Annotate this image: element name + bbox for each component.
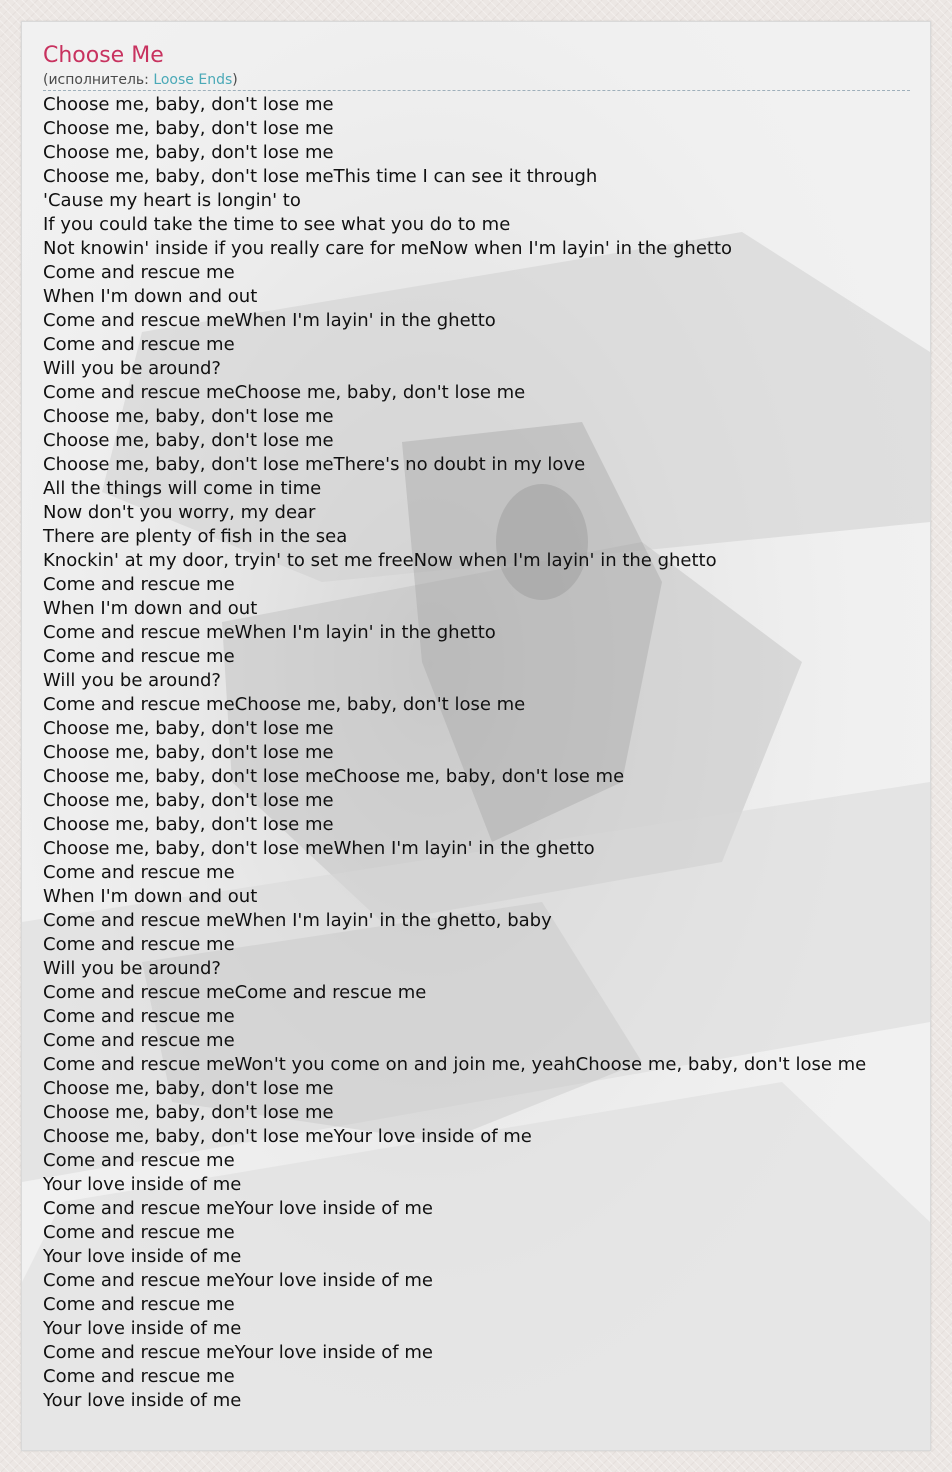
lyric-line: Come and rescue meWon't you come on and join me, yeahChoose me, baby, don't lose me [43, 1054, 867, 1075]
lyric-line: Come and rescue me [43, 934, 235, 955]
lyric-line: Come and rescue meYour love inside of me [43, 1270, 433, 1291]
lyric-line: Come and rescue meChoose me, baby, don't lose me [43, 382, 526, 403]
lyric-line: Not knowin' inside if you really care for meNow when I'm layin' in the ghetto [43, 238, 733, 259]
lyric-line: Choose me, baby, don't lose me [43, 790, 334, 811]
lyric-line: There are plenty of fish in the sea [43, 526, 348, 547]
lyric-line: 'Cause my heart is longin' to [43, 190, 301, 211]
lyric-line: Will you be around? [43, 958, 221, 979]
lyric-line: Come and rescue meYour love inside of me [43, 1198, 433, 1219]
lyric-line: Come and rescue me [43, 1006, 235, 1027]
lyric-line: Choose me, baby, don't lose meYour love inside of me [43, 1126, 532, 1147]
lyric-line: Will you be around? [43, 358, 221, 379]
lyric-line: Come and rescue me [43, 1150, 235, 1171]
lyric-line: Choose me, baby, don't lose me [43, 94, 334, 115]
lyric-line: Come and rescue me [43, 862, 235, 883]
lyric-line: Choose me, baby, don't lose me [43, 406, 334, 427]
lyric-line: When I'm down and out [43, 886, 258, 907]
lyric-line: Come and rescue meWhen I'm layin' in the ghetto [43, 622, 496, 643]
artist-prefix: (исполнитель: [43, 72, 154, 88]
lyric-line: Choose me, baby, don't lose me [43, 718, 334, 739]
lyric-line: Come and rescue me [43, 1030, 235, 1051]
lyric-line: Come and rescue me [43, 334, 235, 355]
lyric-line: Choose me, baby, don't lose me [43, 1078, 334, 1099]
lyric-line: Your love inside of me [43, 1390, 242, 1411]
lyrics-card [21, 21, 931, 1451]
lyric-line: When I'm down and out [43, 598, 258, 619]
lyric-line: Choose me, baby, don't lose me [43, 1102, 334, 1123]
lyric-line: Come and rescue me [43, 1366, 235, 1387]
lyric-line: Your love inside of me [43, 1318, 242, 1339]
lyric-line: Choose me, baby, don't lose me [43, 142, 334, 163]
song-content [43, 22, 930, 1413]
lyric-line: Choose me, baby, don't lose meWhen I'm layin' in the ghetto [43, 838, 595, 859]
lyric-line: Choose me, baby, don't lose me [43, 118, 334, 139]
lyric-line: Choose me, baby, don't lose meThere's no doubt in my love [43, 454, 586, 475]
song-title: Choose Me [43, 43, 164, 68]
lyric-line: If you could take the time to see what you do to me [43, 214, 511, 235]
lyric-line: Come and rescue me [43, 574, 235, 595]
lyric-line: Come and rescue me [43, 646, 235, 667]
lyric-line: Come and rescue meWhen I'm layin' in the ghetto, baby [43, 910, 552, 931]
lyric-line: Now don't you worry, my dear [43, 502, 316, 523]
lyric-line: Your love inside of me [43, 1246, 242, 1267]
artist-suffix: ) [232, 72, 238, 88]
lyric-line: Come and rescue meCome and rescue me [43, 982, 427, 1003]
lyric-line: Choose me, baby, don't lose me [43, 430, 334, 451]
lyric-line: Will you be around? [43, 670, 221, 691]
lyric-line: Choose me, baby, don't lose meChoose me, baby, don't lose me [43, 766, 625, 787]
lyric-line: Choose me, baby, don't lose me [43, 814, 334, 835]
lyric-line: Come and rescue meChoose me, baby, don't lose me [43, 694, 526, 715]
lyric-line: Choose me, baby, don't lose meThis time I can see it through [43, 166, 598, 187]
artist-link[interactable]: Loose Ends [153, 72, 233, 88]
lyric-line: Your love inside of me [43, 1174, 242, 1195]
lyrics-text [43, 93, 931, 1413]
lyric-line: All the things will come in time [43, 478, 322, 499]
lyric-line: Come and rescue meYour love inside of me [43, 1342, 433, 1363]
lyric-line: Come and rescue me [43, 1294, 235, 1315]
artist-line [43, 70, 910, 91]
lyric-line: Come and rescue me [43, 1222, 235, 1243]
lyric-line: Come and rescue me [43, 262, 235, 283]
lyric-line: When I'm down and out [43, 286, 258, 307]
lyric-line: Choose me, baby, don't lose me [43, 742, 334, 763]
lyric-line: Knockin' at my door, tryin' to set me freeNow when I'm layin' in the ghetto [43, 550, 717, 571]
lyric-line: Come and rescue meWhen I'm layin' in the ghetto [43, 310, 496, 331]
